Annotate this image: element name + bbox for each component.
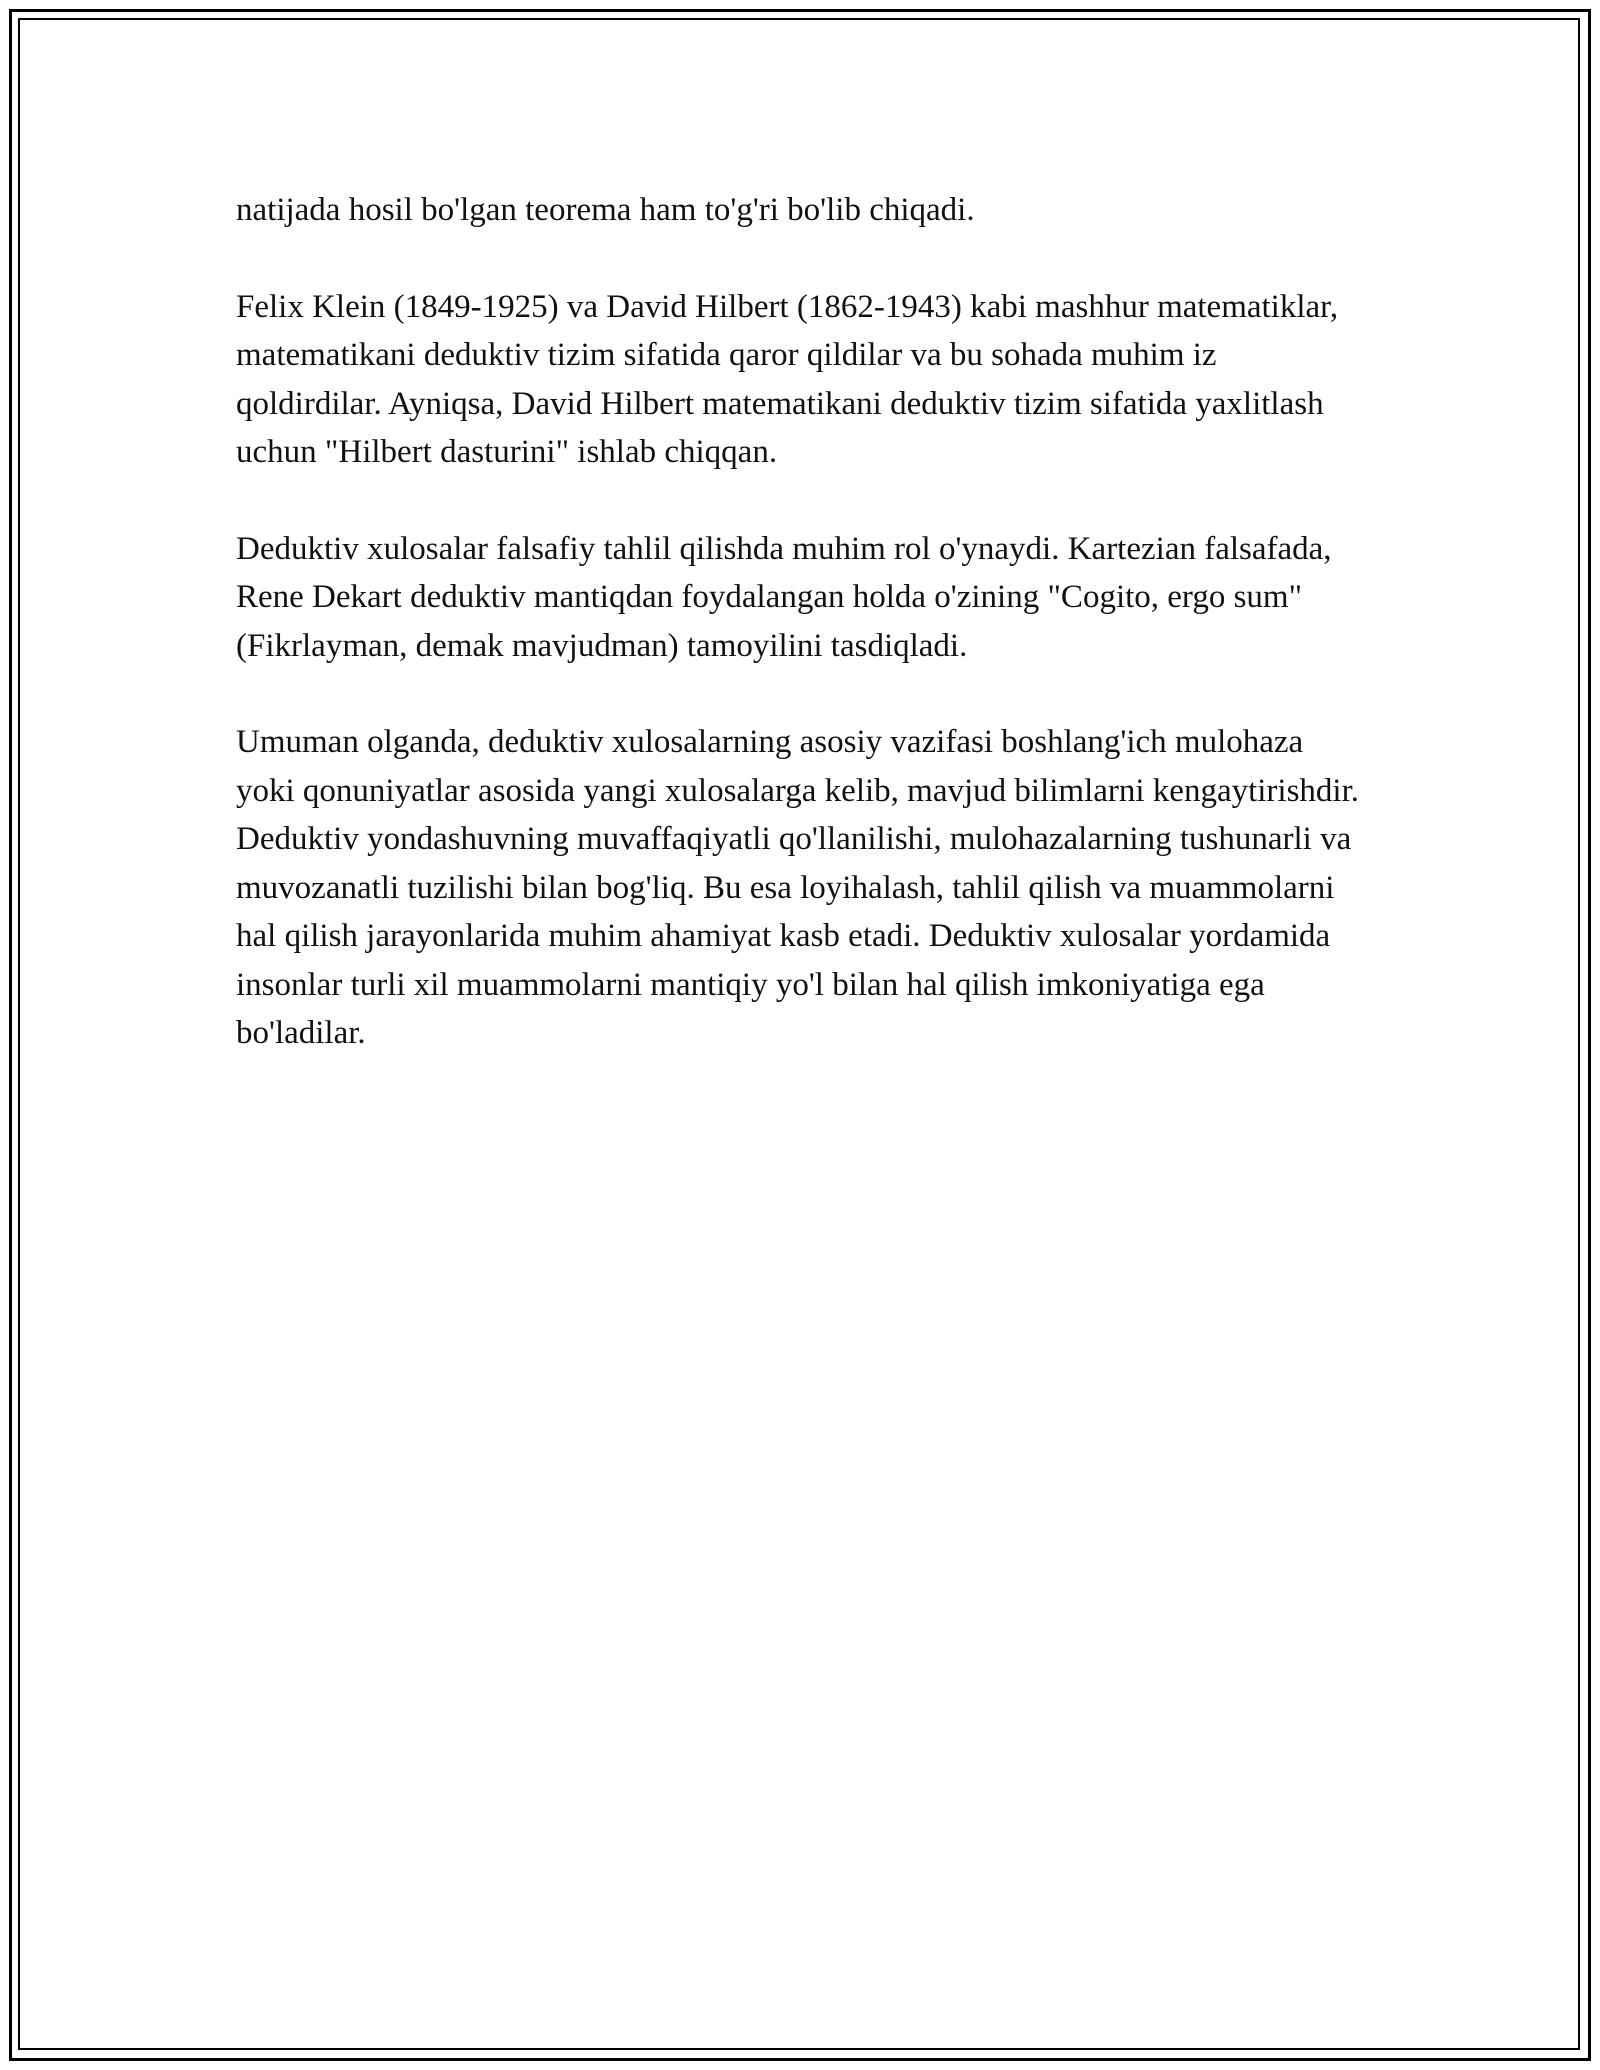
paragraph: Deduktiv xulosalar falsafiy tahlil qilishda muhim rol o'ynaydi. Kartezian falsafada, Rene Dekart deduktiv mantiqdan foydalangan holda o'zining "Cogito, ergo sum" (Fikrlayman, demak mavjudman) tamoyilini tasdiqladi. xyxy=(236,530,1332,664)
paragraph: Umuman olganda, deduktiv xulosalarning asosiy vazifasi boshlang'ich mulohaza yoki qonuniyatlar asosida yangi xulosalarga kelib, mavjud bilimlarni kengaytirishdir. Deduktiv yondashuvning muvaffaqiyatli qo'llanilishi, mulohazalarning tushunarli va muvozanatli tuzilishi bilan bog'liq. Bu esa loyihalash, tahlil qilish va muammolarni hal qilish jarayonlarida muhim ahamiyat kasb etadi. Deduktiv xulosalar yordamida insonlar turli xil muammolarni mantiqiy yo'l bilan hal qilish imkoniyatiga ega bo'ladilar. xyxy=(236,724,1360,1051)
document-body xyxy=(236,186,1366,1106)
paragraph: Felix Klein (1849-1925) va David Hilbert (1862-1943) kabi mashhur matematiklar, matematikani deduktiv tizim sifatida qaror qildilar va bu sohada muhim iz qoldirdilar. Ayniqsa, David Hilbert matematikani deduktiv tizim sifatida yaxlitlash uchun "Hilbert dasturini" ishlab chiqqan. xyxy=(236,288,1339,470)
paragraph: natijada hosil bo'lgan teorema ham to'g'ri bo'lib chiqadi. xyxy=(236,192,975,228)
